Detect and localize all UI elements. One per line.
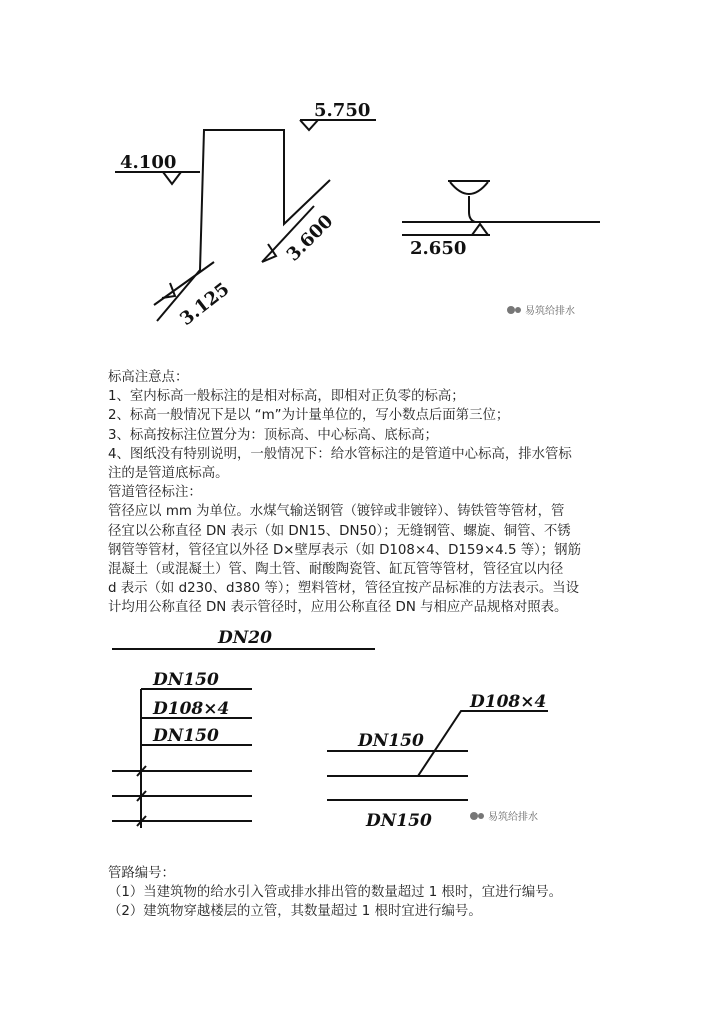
elevation-label-5750: 5.750 (314, 100, 371, 121)
watermark-logo-icon (470, 812, 484, 820)
elevation-notes-title: 标高注意点： (108, 370, 189, 385)
elevation-note-line: 注的是管道底标高。 (108, 466, 229, 482)
diameter-note-line: 计均用公称直径 DN 表示管径时，应用公称直径 DN 与相应产品规格对照表。 (108, 600, 568, 616)
elevation-label-3125: 3.125 (176, 278, 234, 330)
numbering-note-line: （2）建筑物穿越楼层的立管，其数量超过 1 根时宜进行编号。 (108, 904, 482, 920)
elevation-label-2650: 2.650 (410, 238, 467, 259)
numbering-notes (108, 864, 620, 922)
trap-pipe (469, 196, 475, 222)
watermark-text: 易筑给排水 (488, 812, 538, 823)
label-leader-d108x4 (418, 711, 548, 776)
diameter-figure (0, 620, 724, 840)
diameter-note-line: 管径应以 mm 为单位。水煤气输送钢管（镀锌或非镀锌）、铸铁管等管材，管 (108, 504, 565, 520)
elevation-note-line: 3、标高按标注位置分为：顶标高、中心标高、底标高； (108, 427, 438, 443)
diameter-note-line: 钢管等管材，管径宜以外径 D×壁厚表示（如 D108×4、D159×4.5 等）；钢筋 (108, 542, 581, 558)
diameter-note-line: d 表示（如 d230、d380 等）；塑料管材，管径宜按产品标准的方法表示。当设 (108, 581, 580, 597)
label-dn150-d: DN150 (366, 811, 432, 831)
diameter-note-line: 径宜以公称直径 DN 表示（如 DN15、DN50）；无缝钢管、螺旋、铜管、不锈 (108, 523, 571, 539)
label-dn150-c: DN150 (358, 731, 424, 751)
elevation-triangle-2650 (472, 224, 488, 235)
elevation-label-4100: 4.100 (120, 152, 177, 173)
label-dn150-b: DN150 (153, 726, 219, 746)
label-dn20: DN20 (218, 628, 272, 648)
numbering-notes-title: 管路编号： (108, 866, 175, 881)
watermark-text: 易筑给排水 (525, 306, 575, 317)
pipe-riser-line (157, 130, 330, 321)
label-d108x4-b: D108×4 (470, 692, 547, 712)
elevation-triangle-5750 (300, 120, 318, 130)
label-dn150-a: DN150 (153, 670, 219, 690)
elevation-figure (0, 0, 724, 360)
elevation-notes (108, 368, 620, 618)
sink-fixture-icon (448, 181, 490, 194)
diameter-note-line: 混凝土（或混凝土）管、陶土管、耐酸陶瓷管、缸瓦管等管材，管径宜以内径 (108, 562, 564, 578)
elevation-triangle-4100 (163, 172, 181, 184)
numbering-note-line: （1）当建筑物的给水引入管或排水排出管的数量超过 1 根时，宜进行编号。 (108, 885, 563, 901)
elevation-note-line: 4、图纸没有特别说明，一般情况下：给水管标注的是管道中心标高，排水管标 (108, 446, 572, 462)
diameter-notes-title: 管道管径标注： (108, 485, 202, 501)
watermark-logo-icon (507, 306, 521, 314)
elevation-label-3600: 3.600 (282, 210, 338, 266)
elevation-note-line: 2、标高一般情况下是以 “m”为计量单位的，写小数点后面第三位； (108, 408, 510, 424)
label-d108x4-a: D108×4 (153, 699, 230, 719)
elevation-note-line: 1、室内标高一般标注的是相对标高，即相对正负零的标高； (108, 389, 465, 405)
